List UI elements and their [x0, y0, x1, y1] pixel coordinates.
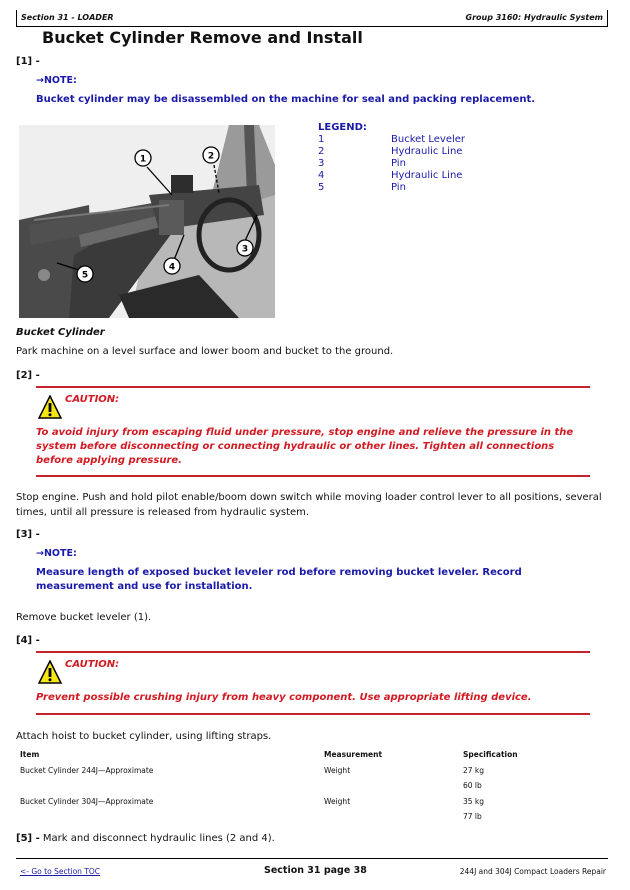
caution-heading: CAUTION: [65, 659, 120, 670]
note-body: Bucket cylinder may be disassembled on the machine for seal and packing replacement. [36, 94, 536, 105]
legend-item: 1 Bucket Leveler [318, 134, 466, 145]
legend-item: 5 Pin [318, 182, 406, 193]
step-1-label: [1] - [16, 56, 40, 67]
figure-caption: Bucket Cylinder [16, 327, 105, 338]
book-title: 244J and 304J Compact Loaders Repair [459, 867, 606, 876]
caution-body: Prevent possible crushing injury from heavy component. Use appropriate lifting device. [36, 692, 532, 703]
step-2-label: [2] - [16, 370, 40, 381]
legend-heading: LEGEND: [318, 122, 367, 133]
step-5-text: Mark and disconnect hydraulic lines (2 and 4). [42, 833, 275, 844]
attach-hoist-paragraph: Attach hoist to bucket cylinder, using lifting straps. [16, 731, 272, 742]
section-toc-link[interactable]: <- Go to Section TOC [20, 867, 101, 876]
step-5 [16, 831, 606, 846]
page-header [16, 10, 608, 27]
page-title: Bucket Cylinder Remove and Install [42, 28, 363, 47]
table-row: 60 lb [463, 781, 482, 790]
step-3-label: [3] - [16, 529, 40, 540]
figure-legend [318, 122, 465, 194]
note-heading: →NOTE: [36, 548, 77, 559]
warning-triangle-icon [38, 660, 62, 684]
warning-triangle-icon [38, 395, 62, 419]
caution-body: To avoid injury from escaping fluid under pressure, stop engine and relieve the pressure in the system before disconnecting or connecting hydraulic or other lines. Tighten all connections before applying pressure. [36, 427, 574, 466]
step-4-label: [4] - [16, 635, 40, 646]
note-heading: →NOTE: [36, 75, 77, 86]
table-header-row: Item Measurement Specification [20, 750, 518, 759]
park-paragraph: Park machine on a level surface and lower boom and bucket to the ground. [16, 346, 394, 357]
svg-text:1: 1 [139, 154, 147, 165]
table-row: 77 lb [463, 812, 482, 821]
section-label: Section 31 - LOADER [21, 13, 114, 22]
legend-item: 4 Hydraulic Line [318, 170, 463, 181]
page-footer [16, 858, 608, 876]
table-row: Bucket Cylinder 304J—Approximate Weight 35 kg [20, 796, 485, 806]
svg-text:3: 3 [241, 244, 249, 255]
page-number: Section 31 page 38 [264, 865, 367, 876]
bucket-cylinder-figure [19, 125, 275, 318]
step-5-label: [5] - [16, 833, 40, 844]
remove-leveler-paragraph: Remove bucket leveler (1). [16, 612, 152, 623]
svg-text:2: 2 [207, 151, 215, 162]
bucket-cylinder-photo [19, 125, 275, 318]
legend-item: 3 Pin [318, 158, 406, 169]
specification-table [18, 750, 608, 828]
note-body: Measure length of exposed bucket leveler rod before removing bucket leveler. Record measurement and use for installation. [36, 567, 522, 592]
group-label: Group 3160: Hydraulic System [465, 13, 603, 22]
caution-heading: CAUTION: [65, 394, 120, 405]
caution-box [36, 651, 590, 715]
svg-text:5: 5 [81, 270, 89, 281]
legend-item: 2 Hydraulic Line [318, 146, 463, 157]
stop-engine-paragraph: Stop engine. Push and hold pilot enable/boom down switch while moving loader control lever to all positions, several times, until all pressure is released from hydraulic system. [16, 492, 602, 518]
table-row: Bucket Cylinder 244J—Approximate Weight 27 kg [20, 765, 485, 775]
caution-box [36, 386, 590, 477]
svg-text:4: 4 [168, 262, 176, 273]
